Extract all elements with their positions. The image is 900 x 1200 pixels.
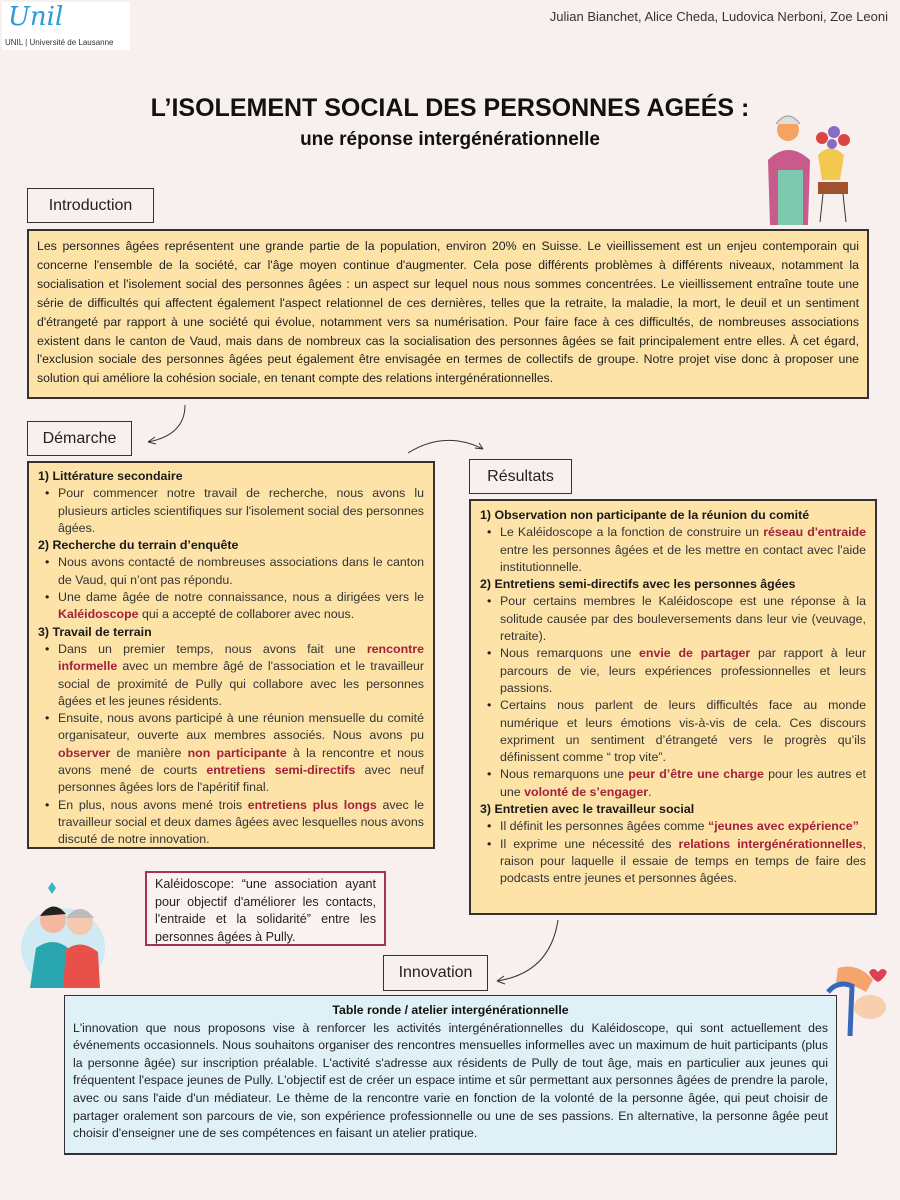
innovation-title: Table ronde / atelier intergénérationnelle: [332, 1003, 569, 1017]
bullet-item: [38, 485, 424, 537]
poster-subtitle: une réponse intergénérationnelle: [300, 129, 600, 150]
bullet-text: , raison pour laquelle il essaie de temps en temps de faire des podcasts entre jeunes et personnes âgées.: [500, 836, 866, 886]
bullet-item: [38, 641, 424, 710]
highlighted-text: entretiens plus longs: [247, 797, 377, 812]
bullet-list: [38, 554, 424, 623]
innovation-label: Innovation: [383, 955, 488, 991]
bullet-text: avec neuf personnes âgées lors de l'apéritif final.: [58, 763, 424, 795]
woman-flowers-illustration: [748, 100, 873, 225]
bullet-list: [480, 818, 866, 887]
highlighted-text: non participante: [187, 745, 287, 760]
bullet-item: [480, 593, 866, 645]
section-heading: 2) Recherche du terrain d’enquête: [38, 538, 239, 553]
bullet-text: pour les autres et une: [500, 767, 866, 799]
bullet-item: [480, 836, 866, 888]
bullet-list: [480, 593, 866, 801]
bullet-text: Ensuite, nous avons participé à une réunion mensuelle du comité organisateur, ouverte aux membres associés. Nous avons pu: [58, 711, 424, 743]
bullet-item: [38, 589, 424, 624]
bullet-text: Il exprime une nécessité des: [500, 836, 679, 851]
section-heading: 2) Entretiens semi-directifs avec les personnes âgées: [480, 577, 796, 592]
introduction-label: Introduction: [27, 188, 154, 223]
innovation-box: [64, 995, 837, 1154]
bullet-item: [38, 710, 424, 796]
highlighted-text: observer: [58, 745, 111, 760]
bullet-text: Pour commencer notre travail de recherche, nous avons lu plusieurs articles scientifiques sur l'isolement social des personnes âgées.: [58, 486, 424, 535]
bullet-item: [38, 554, 424, 589]
bullet-list: [480, 524, 866, 576]
bullet-text: entre les personnes âgées et de les mettre en contact avec l'aide institutionnelle.: [500, 542, 866, 574]
highlighted-text: “jeunes avec expérience”: [708, 819, 859, 834]
kaleidoscope-note: [145, 871, 386, 946]
bullet-text: de manière: [110, 745, 188, 760]
arrow-icon: [492, 918, 567, 986]
logo-text: UNIL | Université de Lausanne: [5, 38, 114, 47]
highlighted-text: rencontre informelle: [58, 641, 424, 674]
bullet-text: Nous avons contacté de nombreuses associations dans le canton de Vaud, qui n’ont pas répondu.: [58, 555, 424, 587]
section-heading: 3) Entretien avec le travailleur social: [480, 802, 695, 817]
bullet-text: Certains nous parlent de leurs difficultés face au monde numérique et leurs émotions vis-à-vis de cela. Ces discours expriment un sentiment d’étrangeté vers le progrès qu’ils définissent comme “ trop vite”.: [500, 698, 866, 765]
logo-script: Unil: [8, 2, 64, 32]
introduction-box: [27, 229, 869, 399]
bullet-item: [480, 697, 866, 766]
bullet-text: Une dame âgée de notre connaissance, nous a dirigées vers le: [58, 590, 424, 605]
bullet-text: Pour certains membres le Kaléidoscope est une réponse à la solitude causée par des bouleversements dans leur vie (veuvage, retraite).: [500, 594, 866, 644]
highlighted-text: envie de partager: [639, 646, 751, 661]
bullet-text: Le Kaléidoscope a la fonction de construire un: [500, 525, 764, 540]
bullet-item: [38, 797, 424, 849]
bullet-item: [480, 645, 866, 697]
bullet-text: En plus, nous avons mené trois: [58, 797, 248, 812]
highlighted-text: réseau d'entraide: [763, 525, 866, 540]
bullet-list: [38, 485, 424, 537]
bullet-text: avec un membre âgé de l'association et le travailleur social de proximité de Pully qui collabore avec les personnes âgées et les jeunes résidents.: [58, 659, 424, 708]
bullet-text: Nous remarquons une: [500, 767, 629, 782]
demarche-box: [27, 461, 435, 849]
section-heading: 3) Travail de terrain: [38, 624, 152, 639]
bullet-item: [480, 818, 866, 835]
section-heading: 1) Observation non participante de la réunion du comité: [480, 508, 810, 522]
bullet-text: .: [648, 784, 652, 799]
resultats-label: Résultats: [469, 459, 572, 494]
bullet-text: qui a accepté de collaborer avec nous.: [138, 607, 355, 622]
poster-title: L’ISOLEMENT SOCIAL DES PERSONNES AGEÉS :: [150, 94, 750, 122]
highlighted-text: entretiens semi-directifs: [206, 763, 356, 778]
highlighted-text: peur d’être une charge: [628, 767, 764, 782]
bullet-item: [480, 766, 866, 801]
authors: Julian Bianchet, Alice Cheda, Ludovica Nerboni, Zoe Leoni: [549, 9, 888, 24]
bullet-text: par rapport à leur parcours de vie, leurs expériences professionnelles et leurs passions.: [500, 646, 866, 695]
highlighted-text: Kaléidoscope: [58, 607, 139, 622]
kaleidoscope-note-text: Kaléidoscope: “une association ayant pour objectif d'améliorer les contacts, l'entraide et la solidarité” entre les personnes âgées à Pully.: [155, 877, 376, 944]
section-heading: 1) Littérature secondaire: [38, 469, 183, 483]
highlighted-text: volonté de s’engager: [524, 784, 649, 799]
highlighted-text: relations intergénérationnelles: [678, 836, 863, 851]
arrow-icon: [140, 400, 200, 450]
bullet-item: [480, 524, 866, 576]
demarche-label: Démarche: [27, 421, 132, 456]
introduction-text: Les personnes âgées représentent une grande partie de la population, environ 20% en Suisse. Le vieillissement est un enjeu contemporain qui concerne l'ensemble de la société, car l'âge moyen continue d'augmenter. Cela pose différents problèmes à différents niveaux, notamment la socialisation et l'isolement social des personnes âgées : un aspect sur lequel nous nous sommes concentrées. Le vieillissement entraîne toute une série de difficultés qui affectent également l'aspect relationnel de ces dernières, telles que la retraite, la maladie, la mort, le deuil et un sentiment d'étrangeté par rapport à une société qui évolue, notamment vers sa numérisation. Pour faire face à ces difficultés, de nombreuses associations existent dans le canton de Vaud, mais dans de nombreux cas la socialisation des personnes âgées se fait principalement entre elles. À cet égard, l'exclusion sociale des personnes âgées peut également être envisagée en termes de collectifs de groupe. Notre projet vise donc à proposer une solution qui améliore la cohésion sociale, en tenant compte des relations intergénérationnelles.: [37, 239, 859, 386]
innovation-text: L'innovation que nous proposons vise à renforcer les activités intergénérationnelles du Kaléidoscope, qui sont actuellement des événements occasionnels. Nous souhaitons organiser des rencontres mensuelles informelles avec un maximum de huit participants (plus la personne âgée) sur inscription préalable. L'activité s'adresse aux résidents de Pully de tout âge, mais en particulier aux jeunes qui fréquentent l'espace jeunes de Pully. L'objectif est de créer un espace intime et sûr permettant aux personnes âgées de prendre la parole, avec ou sans l'aide d'un médiateur. Le thème de la rencontre varie en fonction de la volonté de la personne âgée, qui peut choisir de partager oralement son parcours de vie, son expérience professionnelle ou une de ses passions. En alternative, la personne âgée peut choisir d'enseigner une de ses compétences en faisant un atelier pratique.: [73, 1020, 828, 1141]
bullet-text: Dans un premier temps, nous avons fait une: [58, 641, 367, 656]
arrow-icon: [405, 435, 490, 460]
unil-logo: [2, 2, 130, 50]
bullet-list: [38, 641, 424, 849]
bullet-text: avec le travailleur social et deux dames âgées avec lesquelles nous avons discuté de notre innovation.: [58, 797, 424, 847]
bullet-text: Nous remarquons une: [500, 646, 639, 661]
bullet-text: Il définit les personnes âgées comme: [500, 819, 708, 834]
bullet-text: à la rencontre et nous avons mené de courts: [58, 745, 424, 778]
elderly-couple-illustration: [18, 878, 118, 990]
resultats-box: [469, 499, 877, 915]
